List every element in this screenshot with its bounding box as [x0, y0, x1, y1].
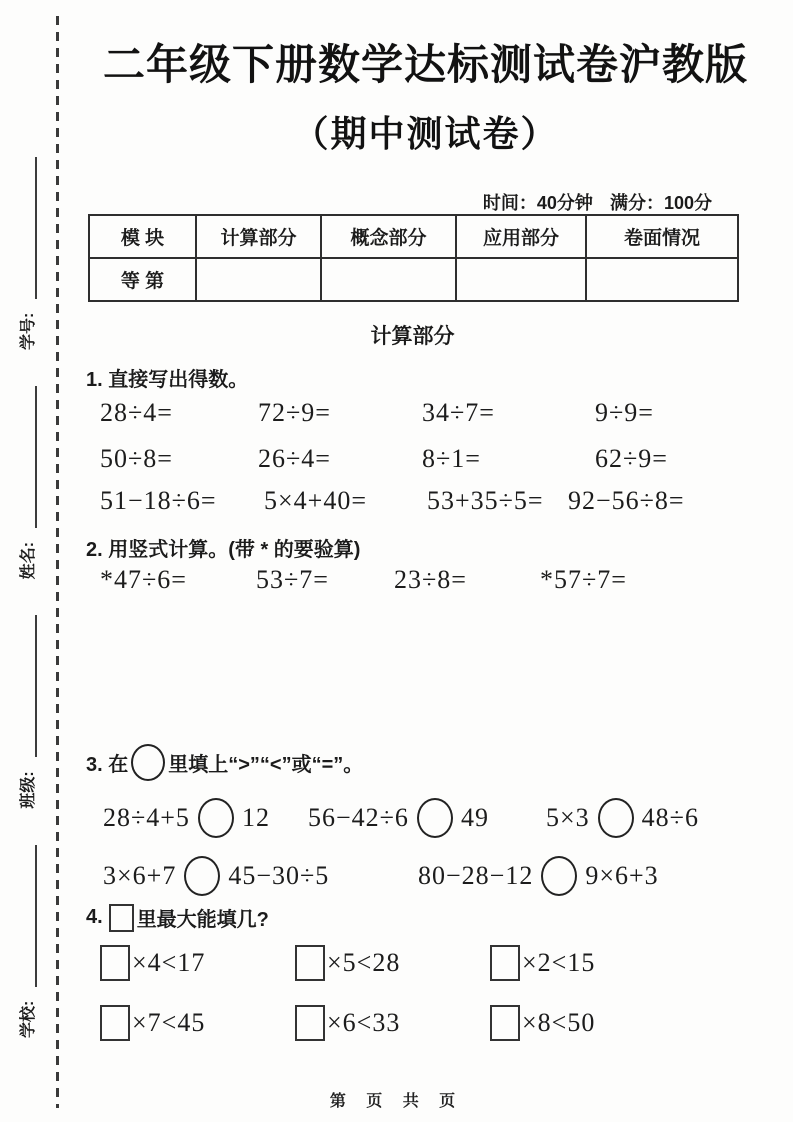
- section-title: 计算部分: [370, 325, 455, 348]
- time-limit: 时间：40分钟: [482, 193, 593, 213]
- inequality-text: ×2<15: [522, 948, 596, 977]
- q4-heading-suffix: 里最大能填几?: [136, 909, 269, 931]
- q4-row-2: [100, 1002, 595, 1044]
- q1-problem: 51−18÷6=: [100, 486, 217, 515]
- time-score-info: [88, 189, 712, 215]
- answer-box-icon: [109, 904, 134, 932]
- comparison-item: [308, 798, 546, 838]
- q1-problem: 34÷7=: [422, 398, 495, 427]
- q2-problem: 23÷8=: [394, 565, 467, 594]
- comparison-left: 80−28−12: [418, 861, 534, 890]
- inequality-text: ×6<33: [327, 1008, 401, 1037]
- student-info-strip: [2, 90, 42, 1042]
- q1-row-1: [100, 398, 654, 428]
- binding-dashed-line: [56, 16, 59, 1108]
- comparison-circle[interactable]: [541, 856, 577, 896]
- fill-box-item: [295, 1005, 490, 1041]
- q4-heading-prefix: 4.: [86, 906, 103, 928]
- score-table: [88, 214, 739, 302]
- fill-box-item: [490, 945, 595, 981]
- grade-cell-calculation[interactable]: [196, 258, 321, 301]
- score-header-neatness: 卷面情况: [586, 215, 738, 258]
- grade-cell-neatness[interactable]: [586, 258, 738, 301]
- fill-box-item: [295, 945, 490, 981]
- comparison-item: [546, 798, 699, 838]
- q1-problem: 53+35÷5=: [427, 486, 544, 515]
- grade-cell-concept[interactable]: [321, 258, 456, 301]
- inequality-text: ×7<45: [132, 1008, 206, 1037]
- student-info-field-name: [21, 386, 37, 579]
- q1-problem: 72÷9=: [258, 398, 331, 427]
- comparison-left: 56−42÷6: [308, 803, 409, 832]
- comparison-circle[interactable]: [417, 798, 453, 838]
- q3-row-1: [103, 795, 699, 841]
- name-blank-line[interactable]: [32, 386, 37, 528]
- q1-problem: 26÷4=: [258, 444, 331, 473]
- grade-cell-application[interactable]: [456, 258, 586, 301]
- inequality-text: ×5<28: [327, 948, 401, 977]
- question-1-heading: 1. 直接写出得数。: [86, 369, 249, 391]
- q1-problem: 28÷4=: [100, 398, 173, 427]
- score-table-grade-row: [89, 258, 738, 301]
- q3-heading-prefix: 3. 在: [86, 754, 129, 776]
- school-blank-line[interactable]: [32, 845, 37, 987]
- page-subtitle: （期中测试卷）: [292, 113, 559, 154]
- q4-row-1: [100, 942, 595, 984]
- q1-problem: 9÷9=: [595, 398, 654, 427]
- student-info-field-studentid: [21, 157, 37, 350]
- answer-box[interactable]: [295, 1005, 325, 1041]
- score-header-calculation: 计算部分: [196, 215, 321, 258]
- comparison-item: [103, 856, 418, 896]
- comparison-right: 48÷6: [641, 803, 699, 832]
- q1-problem: 92−56÷8=: [568, 486, 685, 515]
- answer-box[interactable]: [490, 945, 520, 981]
- class-label: 班级:: [20, 771, 37, 809]
- fill-box-item: [100, 1005, 295, 1041]
- comparison-left: 5×3: [546, 803, 590, 832]
- answer-box[interactable]: [100, 945, 130, 981]
- score-table-header-row: [89, 215, 738, 258]
- comparison-item: [103, 798, 308, 838]
- q1-row-3: [100, 486, 685, 516]
- answer-box[interactable]: [100, 1005, 130, 1041]
- comparison-circle[interactable]: [184, 856, 220, 896]
- q2-problem: *47÷6=: [100, 565, 187, 594]
- q1-problem: 50÷8=: [100, 444, 173, 473]
- comparison-item: [418, 856, 659, 896]
- q2-row: [100, 565, 627, 595]
- answer-box[interactable]: [490, 1005, 520, 1041]
- q3-heading-suffix: 里填上“>”“<”或“=”。: [168, 754, 364, 776]
- page-footer: 第 页 共 页: [329, 1093, 464, 1110]
- q2-problem: *57÷7=: [540, 565, 627, 594]
- comparison-right: 45−30÷5: [228, 861, 330, 890]
- page-title: 二年级下册数学达标测试卷沪教版: [102, 41, 748, 88]
- school-label: 学校:: [20, 1000, 37, 1038]
- comparison-left: 28÷4+5: [103, 803, 190, 832]
- name-label: 姓名:: [20, 541, 37, 580]
- answer-box[interactable]: [295, 945, 325, 981]
- comparison-circle-icon: [131, 744, 165, 781]
- q1-problem: 5×4+40=: [264, 486, 367, 515]
- fill-box-item: [490, 1005, 595, 1041]
- comparison-circle[interactable]: [598, 798, 634, 838]
- question-4-heading: [86, 903, 269, 932]
- comparison-left: 3×6+7: [103, 861, 177, 890]
- student-info-field-class: [21, 615, 37, 808]
- student-info-field-school: [21, 845, 37, 1038]
- q3-row-2: [103, 853, 659, 899]
- q1-problem: 8÷1=: [422, 444, 481, 473]
- comparison-right: 12: [241, 803, 270, 832]
- student-id-blank-line[interactable]: [32, 157, 37, 299]
- question-2-heading: 2. 用竖式计算。(带 * 的要验算): [86, 539, 361, 561]
- score-header-application: 应用部分: [456, 215, 586, 258]
- score-header-concept: 概念部分: [321, 215, 456, 258]
- grade-row-label: 等 第: [89, 258, 196, 301]
- fill-box-item: [100, 945, 295, 981]
- inequality-text: ×8<50: [522, 1008, 596, 1037]
- comparison-right: 9×6+3: [585, 861, 659, 890]
- q1-row-2: [100, 444, 668, 474]
- class-blank-line[interactable]: [32, 615, 37, 757]
- question-3-heading: [86, 744, 363, 781]
- q2-problem: 53÷7=: [256, 565, 329, 594]
- full-score: 满分：100分: [609, 193, 712, 213]
- q1-problem: 62÷9=: [595, 444, 668, 473]
- inequality-text: ×4<17: [132, 948, 206, 977]
- comparison-circle[interactable]: [198, 798, 234, 838]
- student-id-label: 学号:: [20, 312, 37, 350]
- comparison-right: 49: [460, 803, 489, 832]
- score-header-module: 模 块: [89, 215, 196, 258]
